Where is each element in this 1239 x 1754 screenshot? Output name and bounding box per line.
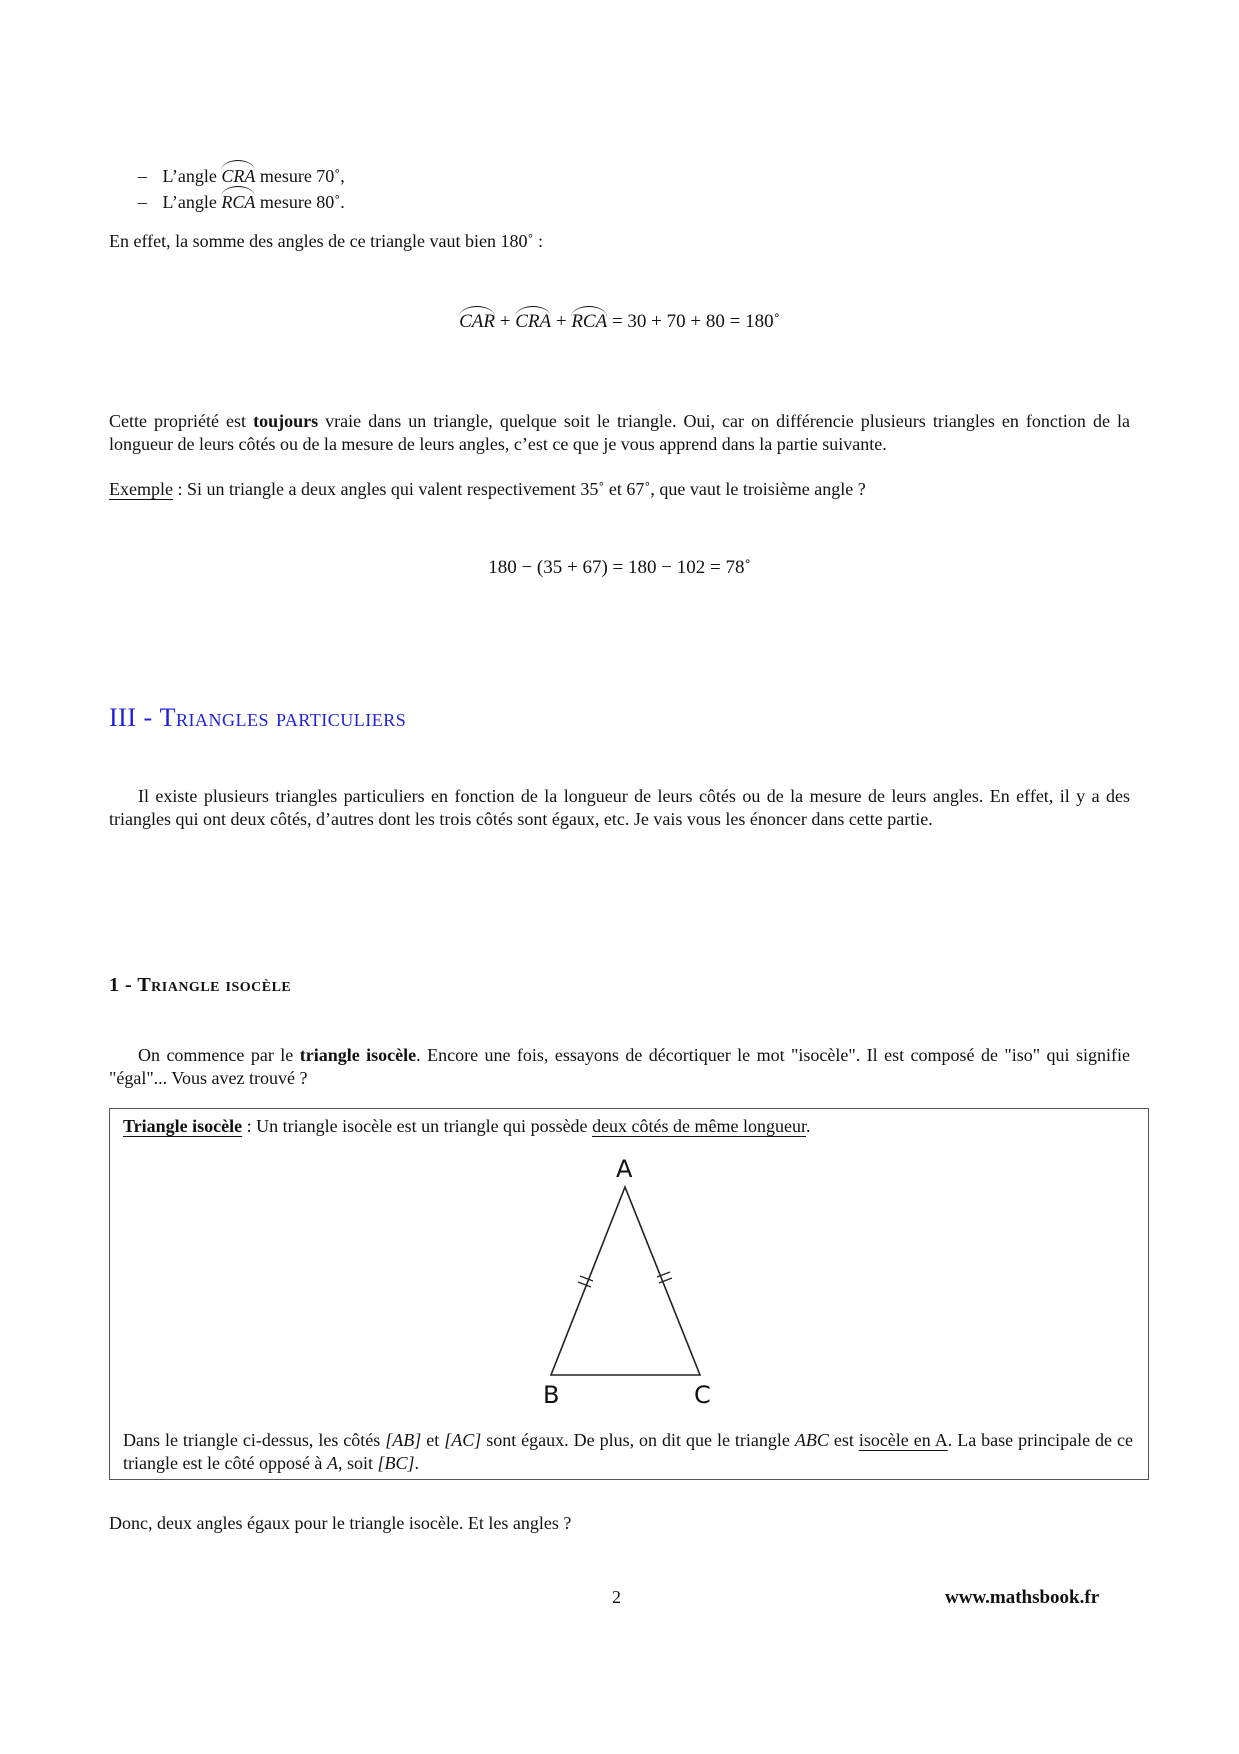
underlined-text: deux côtés de même longueur (592, 1116, 806, 1136)
definition-description (123, 1429, 1133, 1475)
list-dash: – (138, 192, 147, 212)
text: On commence par le (138, 1045, 300, 1065)
math: [BC] (377, 1453, 415, 1473)
section-intro: Il existe plusieurs triangles particuliers en fonction de la longueur de leurs côtés ou de la mesure de leurs angles. En effet, il y a des triangles qui ont deux côtés, d’autres dont les trois côtés sont égaux, etc. Je vais vous les énoncer dans cette partie. (109, 786, 1130, 829)
definition-term: Triangle isocèle (123, 1116, 243, 1136)
angle-symbol: RCA (571, 306, 607, 331)
subsection-title: Triangle isocèle (137, 974, 292, 996)
text: . Encore une fois, essayons de décortiquer le mot "isocèle". Il est composé de "iso" qui signifie "égal"... Vous avez trouvé ? (109, 1045, 1131, 1088)
closing-paragraph: Donc, deux angles égaux pour le triangle isocèle. Et les angles ? (109, 1513, 572, 1533)
text: est (828, 1430, 859, 1450)
vertex-label-a: A (616, 1155, 633, 1183)
example-text: : Si un triangle a deux angles qui valent respectivement 35˚ et 67˚, que vaut le troisième angle ? (172, 479, 866, 499)
section-number: III - (109, 703, 160, 732)
text: Dans le triangle ci-dessus, les côtés (123, 1430, 386, 1450)
formula-operator: + (494, 311, 516, 332)
isocele-intro (109, 1044, 1130, 1090)
subsection-number: 1 - (109, 974, 138, 996)
angle-symbol: RCA (221, 186, 255, 211)
formula-result: = 30 + 70 + 80 = 180˚ (607, 311, 780, 332)
site-url: www.mathsbook.fr (945, 1587, 1100, 1608)
list-item (138, 160, 345, 186)
section-title: Triangles particuliers (159, 703, 407, 732)
text: , soit (337, 1453, 378, 1473)
subsection-heading (109, 974, 291, 997)
example-label: Exemple (109, 479, 173, 499)
list-prefix: L’angle (162, 192, 217, 212)
math: [AB] (385, 1430, 422, 1450)
text: Cette propriété est (109, 411, 254, 431)
property-paragraph (109, 410, 1130, 456)
math: [AC] (444, 1430, 482, 1450)
section-heading (109, 703, 407, 732)
text: : Un triangle isocèle est un triangle qui possède (242, 1116, 593, 1136)
angle-list (138, 160, 345, 212)
isosceles-triangle-figure (110, 1109, 1146, 1419)
tick-marks-ab (578, 1276, 593, 1287)
list-suffix: mesure 80˚. (259, 192, 345, 212)
list-dash: – (138, 166, 147, 186)
text: vraie dans un triangle, quelque soit le triangle. Oui, car on différencie plusieurs triangles en fonction de la longueur de leurs côtés ou de la mesure de leurs angles, c’est ce que je vous apprend dans la partie suivante. (109, 411, 1130, 454)
emphasis: triangle isocèle (299, 1045, 417, 1065)
text: et (421, 1430, 445, 1450)
list-item (138, 186, 345, 212)
text: . La base principale de ce triangle est le côté opposé à (123, 1430, 1133, 1473)
text: . (806, 1116, 811, 1136)
math: ABC (794, 1430, 829, 1450)
angle-symbol: CAR (459, 306, 495, 331)
page-number: 2 (612, 1587, 621, 1607)
angle-symbol: CRA (515, 306, 551, 331)
example-formula: 180 − (35 + 67) = 180 − 102 = 78˚ (488, 557, 751, 578)
formula-operator: + (551, 311, 572, 332)
vertex-label-c: C (694, 1381, 711, 1409)
definition-box (109, 1108, 1149, 1480)
vertex-label-b: B (543, 1381, 560, 1409)
math: A (326, 1453, 338, 1473)
sum-intro: En effet, la somme des angles de ce triangle vaut bien 180˚ : (109, 231, 544, 251)
example-paragraph (109, 478, 1130, 501)
list-prefix: L’angle (162, 166, 217, 186)
emphasis: toujours (253, 411, 319, 431)
angle-symbol: CRA (221, 160, 255, 185)
sum-formula (109, 306, 1130, 333)
underlined-text: isocèle en A (858, 1430, 948, 1450)
list-suffix: mesure 70˚, (259, 166, 345, 186)
triangle-shape (551, 1187, 700, 1375)
text: sont égaux. De plus, on dit que le triangle (481, 1430, 795, 1450)
text: . (414, 1453, 419, 1473)
